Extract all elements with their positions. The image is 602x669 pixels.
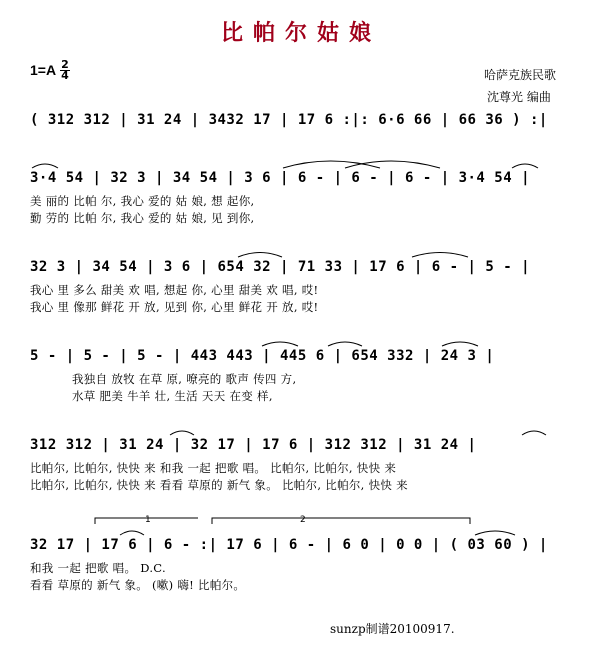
notation-row-4: 5 - | 5 - | 5 - | 443 443 | 445 6 | 654 332 | 24 3 | xyxy=(30,348,495,364)
lyric-row-2-verse-2: 勤 劳的 比帕 尔, 我心 爱的 姑 娘, 见 到你, xyxy=(30,211,255,225)
lyric-row-4-verse-1: 我独自 放牧 在草 原, 嘹亮的 歌声 传四 方, xyxy=(72,372,297,386)
lyric-row-6-verse-2: 看看 草原的 新气 象。 (嗽) 嗨! 比帕尔。 xyxy=(30,578,246,592)
first-ending-number: 1 xyxy=(145,515,151,525)
volta-brackets xyxy=(95,518,470,524)
lyric-row-5-verse-2: 比帕尔, 比帕尔, 快快 来 看看 草原的 新气 象。 比帕尔, 比帕尔, 快快 来 xyxy=(30,478,408,492)
lyric-row-3-verse-2: 我心 里 像那 鲜花 开 放, 见到 你, 心里 鲜花 开 放, 哎! xyxy=(30,300,319,314)
song-origin: 哈萨克族民歌 xyxy=(484,68,557,82)
song-title: 比帕尔姑娘 xyxy=(220,20,381,46)
transcriber-credit: sunzp制谱20100917. xyxy=(330,622,455,636)
notation-row-1: ( 312 312 | 31 24 | 3432 17 | 17 6 :|: 6·6 66 | 66 36 ) :| xyxy=(30,112,548,128)
second-ending-bracket xyxy=(212,518,470,524)
lyric-row-5-verse-1: 比帕尔, 比帕尔, 快快 来 和我 一起 把歌 唱。 比帕尔, 比帕尔, 快快 来 xyxy=(30,461,397,475)
lyric-row-6-verse-1: 和我 一起 把歌 唱。 D.C. xyxy=(30,561,166,575)
key-signature: 1=A xyxy=(30,62,57,78)
lyric-row-4-verse-2: 水草 肥美 牛羊 壮, 生活 天天 在变 样, xyxy=(72,389,273,403)
notation-row-6: 32 17 | 17 6 | 6 - :| 17 6 | 6 - | 6 0 | 0 0 | ( 03 60 ) | xyxy=(30,537,548,553)
second-ending-number: 2 xyxy=(300,515,306,525)
time-signature-top: 2 xyxy=(61,58,69,71)
arranger-credit: 沈尊光 编曲 xyxy=(487,90,551,104)
time-signature-bottom: 4 xyxy=(61,69,69,82)
notation-row-5: 312 312 | 31 24 | 32 17 | 17 6 | 312 312 | 31 24 | xyxy=(30,437,477,453)
slur-marks xyxy=(32,161,546,535)
lyric-row-2-verse-1: 美 丽的 比帕 尔, 我心 爱的 姑 娘, 想 起你, xyxy=(30,194,255,208)
notation-row-3: 32 3 | 34 54 | 3 6 | 654 32 | 71 33 | 17 6 | 6 - | 5 - | xyxy=(30,259,531,275)
notation-row-2: 3·4 54 | 32 3 | 34 54 | 3 6 | 6 - | 6 - | 6 - | 3·4 54 | xyxy=(30,170,531,186)
lyric-row-3-verse-1: 我心 里 多么 甜美 欢 唱, 想起 你, 心里 甜美 欢 唱, 哎! xyxy=(30,283,319,297)
